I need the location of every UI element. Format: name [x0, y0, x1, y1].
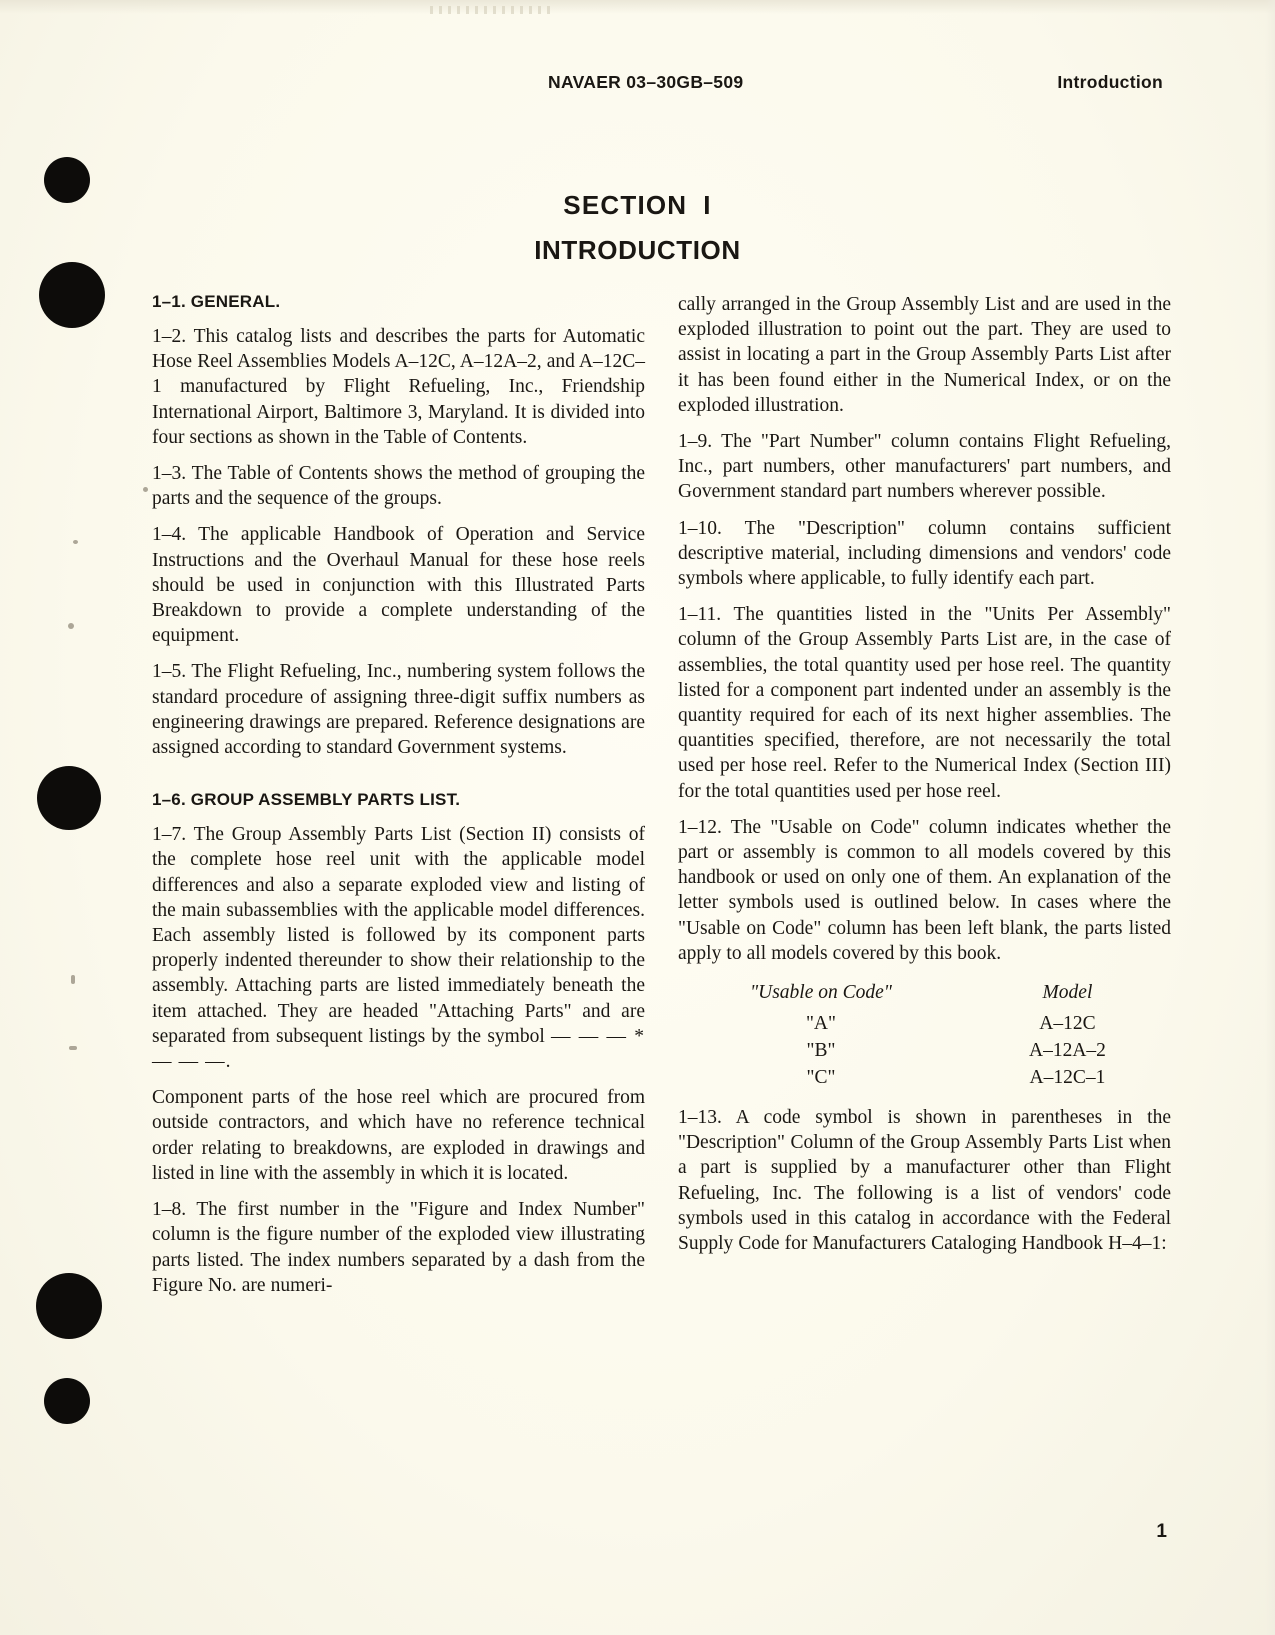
scan-artifact	[430, 6, 550, 14]
scan-fleck	[71, 975, 75, 984]
binder-hole	[36, 1273, 102, 1339]
section-word: SECTION	[563, 190, 688, 220]
section-number: I	[703, 190, 712, 220]
scan-fleck	[143, 487, 148, 492]
binder-hole	[44, 1378, 90, 1424]
binder-hole	[37, 766, 101, 830]
attaching-parts-symbol: — — — * — — —.	[152, 1025, 645, 1073]
scan-fleck	[69, 1046, 77, 1050]
body-columns	[152, 292, 1172, 1298]
paragraph-1-5: 1–5. The Flight Refueling, Inc., numbering system follows the standard procedure of assigning three-digit suffix numbers as engineering drawings are prepared. Reference designations are assigned according to standard Government systems.	[152, 661, 645, 759]
column-header-model: Model	[1042, 982, 1093, 1004]
paragraph-1-3: 1–3. The Table of Contents shows the method of grouping the parts and the sequence of the groups.	[152, 463, 645, 510]
scan-fleck	[68, 623, 74, 629]
table-row	[678, 1064, 1171, 1091]
scan-top-edge	[0, 0, 1275, 14]
binder-hole	[39, 262, 105, 328]
usable-on-code-table	[678, 982, 1171, 1091]
table-header-row	[678, 982, 1171, 1010]
right-column	[678, 292, 1171, 1298]
page-number: 1	[1156, 1521, 1167, 1542]
heading-general: 1–1. GENERAL.	[152, 292, 281, 311]
paragraph-1-9: 1–9. The "Part Number" column contains Flight Refueling, Inc., part numbers, other manufacturers' part numbers, and Government standard part numbers wherever possible.	[678, 431, 1171, 503]
column-header-usable-on-code: "Usable on Code"	[749, 982, 892, 1004]
scan-fleck	[73, 540, 78, 544]
paragraph-1-7-text: 1–7. The Group Assembly Parts List (Section II) consists of the complete hose reel unit with the applicable model differences and also a separate exploded view and listing of the main subassemblies with the applicable model differences. Each assembly listed is followed by its component parts properly indented thereunder to show their relationship to the assembly. Attaching parts are listed immediately beneath the item attached. They are headed "Attaching Parts" and are separated from subsequent listings by the symbol	[152, 824, 645, 1047]
paragraph-1-2: 1–2. This catalog lists and describes the parts for Automatic Hose Reel Assemblies Models A–12C, A–12A–2, and A–12C–1 manufactured by Flight Refueling, Inc., Friendship International Airport, Baltimore 3, Maryland. It is divided into four sections as shown in the Table of Contents.	[152, 326, 645, 448]
paragraph-1-7-continued: Component parts of the hose reel which are procured from outside contractors, and which have no reference technical order relating to breakdowns, are exploded in drawings and listed in line with the assembly in which it is located.	[152, 1087, 645, 1184]
paragraph-1-4: 1–4. The applicable Handbook of Operation and Service Instructions and the Overhaul Manual for these hose reels should be used in conjunction with this Illustrated Parts Breakdown to provide a complete understanding of the equipment.	[152, 524, 645, 647]
paragraph-1-8: 1–8. The first number in the "Figure and Index Number" column is the figure number of the exploded view illustrating parts listed. The index numbers separated by a dash from the Figure No. are numeri-	[152, 1199, 645, 1296]
paragraph-1-11: 1–11. The quantities listed in the "Units Per Assembly" column of the Group Assembly Parts List are, in the case of assemblies, the total quantity used per hose reel. The quantity listed for a component part indented under an assembly is the quantity required for each of its next higher assemblies. The quantities specified, therefore, are not necessarily the total used per hose reel. Refer to the Numerical Index (Section III) for the total quantities used per hose reel.	[678, 604, 1171, 802]
heading-group-assembly-parts-list: 1–6. GROUP ASSEMBLY PARTS LIST.	[152, 790, 461, 810]
cell-code: "A"	[805, 1013, 836, 1035]
paragraph-1-8-continued: cally arranged in the Group Assembly List and are used in the exploded illustration to point out the part. They are used to assist in locating a part in the Group Assembly Parts List after it has been found either in the Numerical Index, or on the exploded illustration.	[678, 294, 1171, 416]
section-name: Introduction	[1057, 72, 1163, 92]
document-number: NAVAER 03–30GB–509	[548, 72, 744, 92]
table-row	[678, 1037, 1171, 1064]
page-title: INTRODUCTION	[534, 235, 741, 265]
cell-model: A–12A–2	[1029, 1040, 1106, 1062]
section-heading	[0, 190, 1275, 221]
title-block	[0, 190, 1275, 266]
paragraph-1-12: 1–12. The "Usable on Code" column indicates whether the part or assembly is common to all models covered by this handbook or used on only one of them. An explanation of the letter symbols used is outlined below. In cases where the "Usable on Code" column has been left blank, the parts listed apply to all models covered by this book.	[678, 816, 1171, 964]
table-row	[678, 1010, 1171, 1037]
page-header	[0, 72, 1275, 93]
paragraph-1-10: 1–10. The "Description" column contains sufficient descriptive material, including dimensions and vendors' code symbols where applicable, to fully identify each part.	[678, 517, 1171, 590]
cell-model: A–12C–1	[1029, 1067, 1106, 1089]
cell-code: "C"	[806, 1067, 836, 1089]
cell-code: "B"	[806, 1040, 836, 1062]
paragraph-1-13: 1–13. A code symbol is shown in parentheses in the "Description" Column of the Group Assembly Parts List when a part is supplied by a manufacturer other than Flight Refueling, Inc. The following is a list of vendors' code symbols used in this catalog in accordance with the Federal Supply Code for Manufacturers Cataloging Handbook H–4–1:	[678, 1107, 1171, 1255]
cell-model: A–12C	[1039, 1013, 1096, 1035]
left-column	[152, 292, 645, 1298]
paragraph-1-7	[152, 822, 645, 1074]
